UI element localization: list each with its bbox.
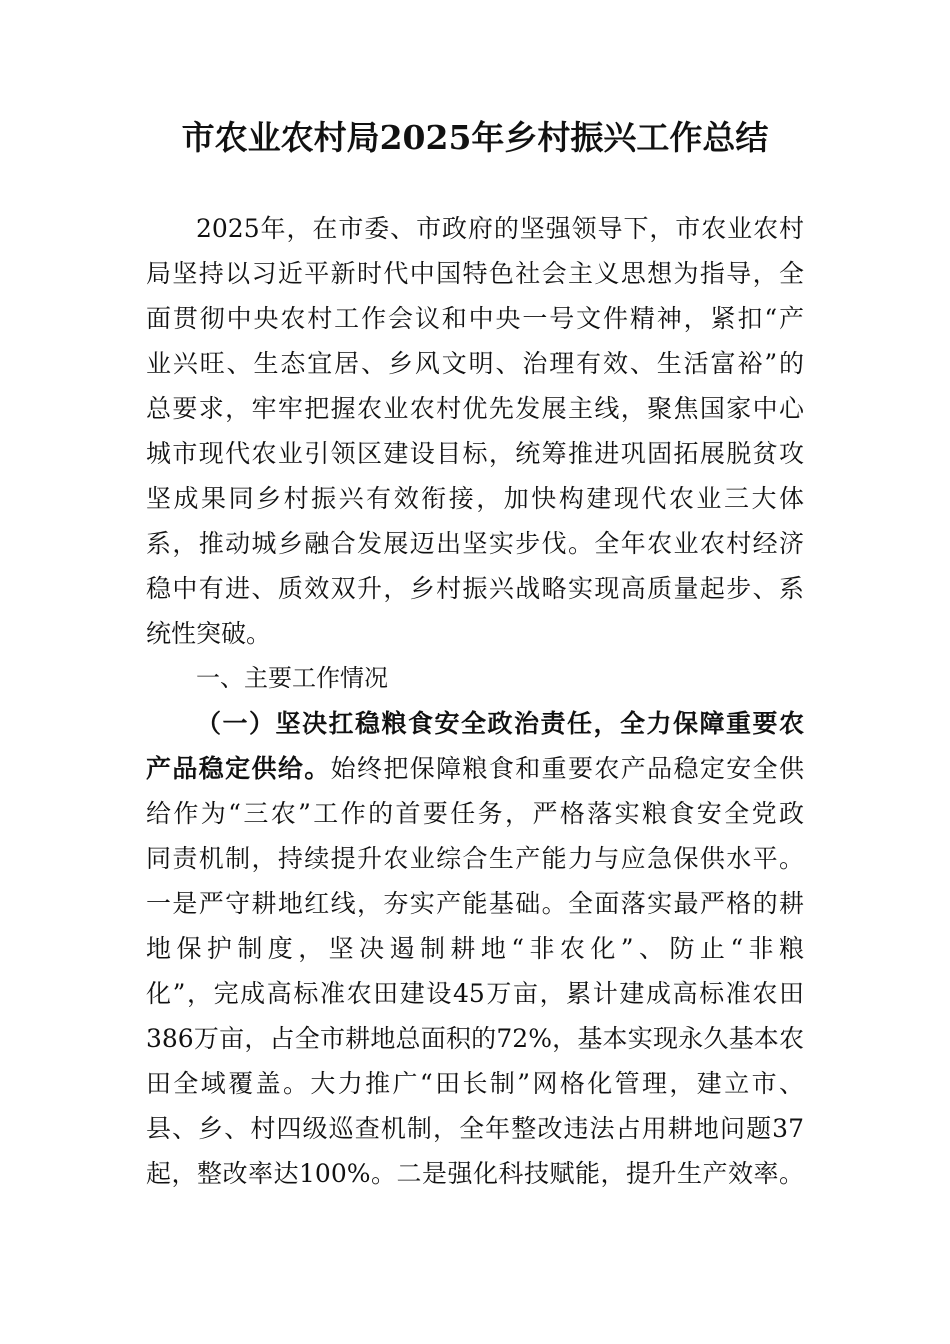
paragraph-line: 系，推动城乡融合发展迈出坚实步伐。全年农业农村经济 xyxy=(146,529,804,558)
paragraph-line: 县、乡、村四级巡查机制，全年整改违法占用耕地问题37 xyxy=(146,1114,804,1143)
paragraph-line: 面贯彻中央农村工作会议和中央一号文件精神，紧扣“产 xyxy=(146,304,804,333)
paragraph-line: 386万亩，占全市耕地总面积的72%，基本实现永久基本农 xyxy=(146,1024,804,1053)
paragraph-line: 稳中有进、质效双升，乡村振兴战略实现高质量起步、系 xyxy=(146,574,804,603)
subsection-heading-end: 产品稳定供给。 xyxy=(146,754,331,783)
paragraph-line: 局坚持以习近平新时代中国特色社会主义思想为指导，全 xyxy=(146,259,804,288)
paragraph-line: 化”，完成高标准农田建设45万亩，累计建成高标准农田 xyxy=(146,979,804,1008)
paragraph-line: 业兴旺、生态宜居、乡风文明、治理有效、生活富裕”的 xyxy=(146,349,804,378)
paragraph-line: 同责机制，持续提升农业综合生产能力与应急保供水平。 xyxy=(146,844,804,873)
paragraph-line: 总要求，牢牢把握农业农村优先发展主线，聚焦国家中心 xyxy=(146,394,804,423)
paragraph-line: 城市现代农业引领区建设目标，统筹推进巩固拓展脱贫攻 xyxy=(146,439,804,468)
paragraph-line: 地保护制度，坚决遏制耕地“非农化”、防止“非粮 xyxy=(146,934,804,963)
paragraph-line: 统性突破。 xyxy=(146,619,272,648)
paragraph-line xyxy=(146,746,804,791)
section-heading: 一、主要工作情况 xyxy=(196,664,388,692)
paragraph-line: 给作为“三农”工作的首要任务，严格落实粮食安全党政 xyxy=(146,799,804,828)
paragraph-text: 始终把保障粮食和重要农产品稳定安全供 xyxy=(330,754,804,783)
subsection-heading: （一）坚决扛稳粮食安全政治责任，全力保障重要农 xyxy=(196,709,804,738)
document-body xyxy=(146,206,804,1196)
paragraph-line: 一是严守耕地红线，夯实产能基础。全面落实最严格的耕 xyxy=(146,889,804,918)
paragraph-line: 起，整改率达100%。二是强化科技赋能，提升生产效率。 xyxy=(146,1159,804,1188)
paragraph-line: 2025年，在市委、市政府的坚强领导下，市农业农村 xyxy=(196,214,804,243)
paragraph-line: 坚成果同乡村振兴有效衔接，加快构建现代农业三大体 xyxy=(146,484,804,513)
document-title: 市农业农村局2025年乡村振兴工作总结 xyxy=(181,118,769,157)
paragraph-line: 田全域覆盖。大力推广“田长制”网格化管理，建立市、 xyxy=(146,1069,804,1098)
